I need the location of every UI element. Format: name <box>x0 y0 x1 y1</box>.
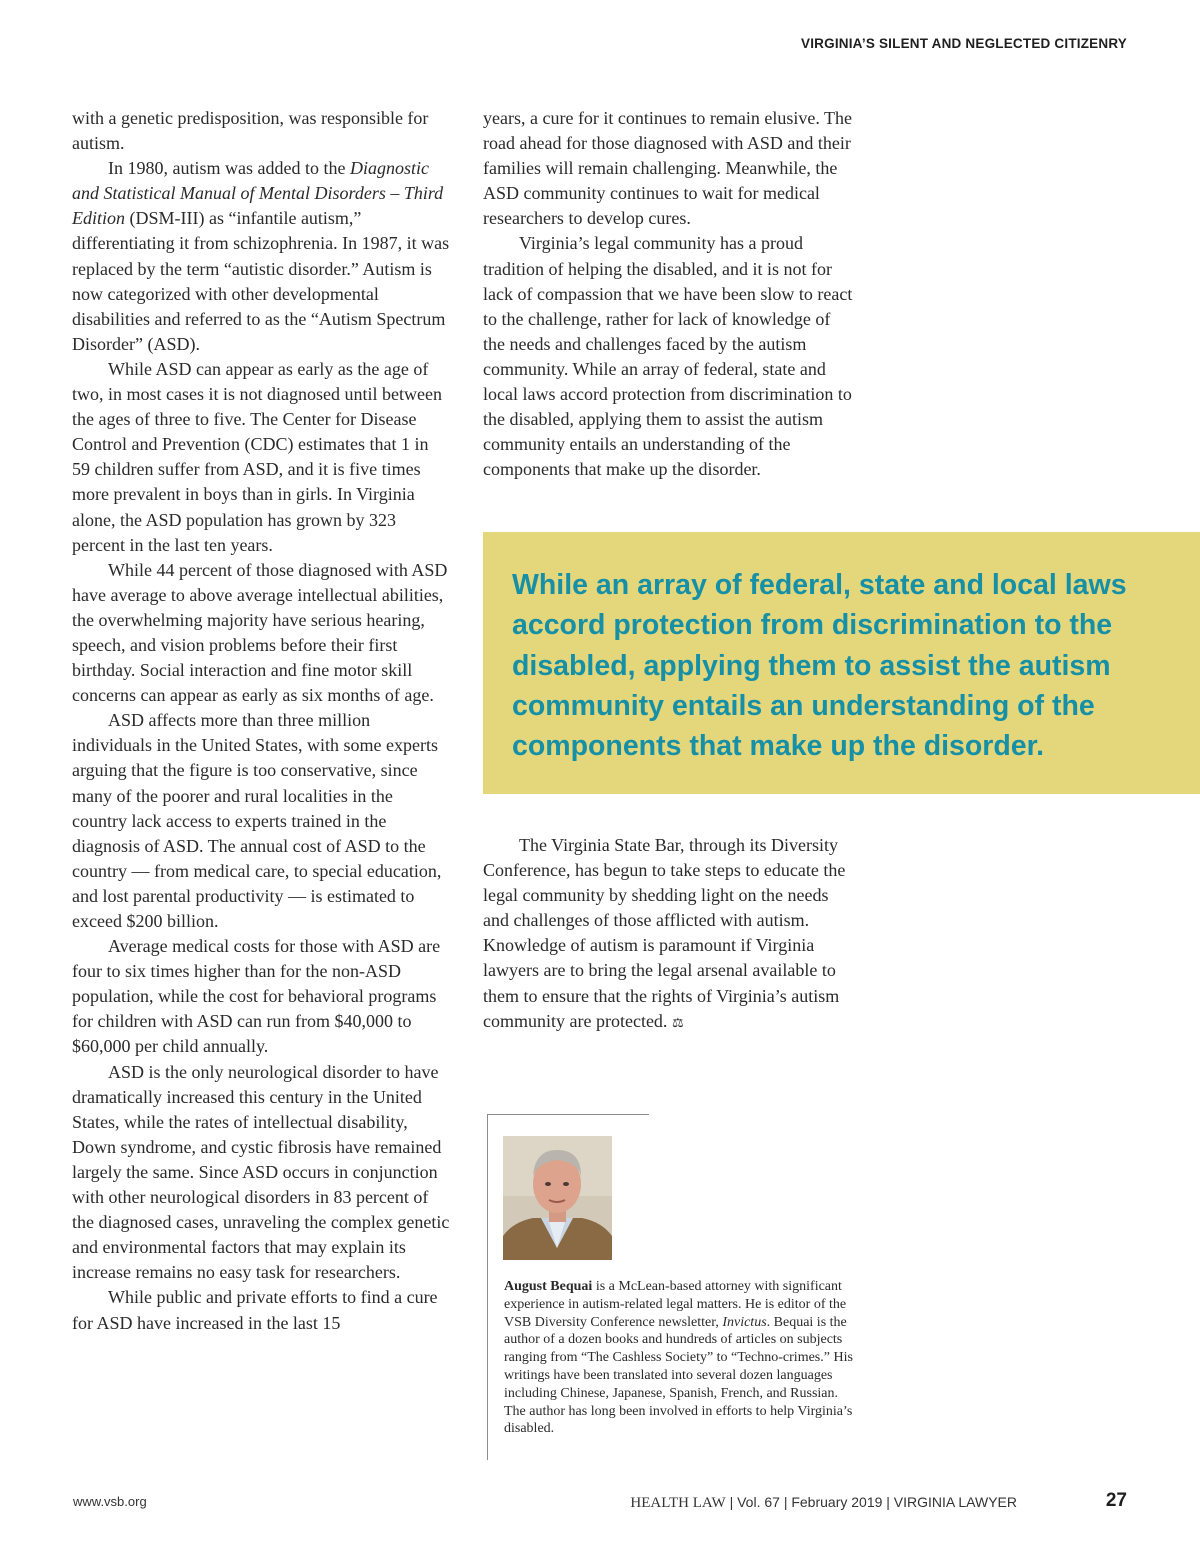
pullquote-box <box>483 532 1200 794</box>
footer-issue: Vol. 67 | February 2019 | VIRGINIA LAWYER <box>737 1494 1017 1510</box>
paragraph: Virginia’s legal community has a proud tradition of helping the disabled, and it is not for lack of compassion that we have been slow to react to the challenge, rather for lack of knowledge of the needs and challenges faced by the autism community. While an array of federal, state and local laws accord protection from discrimination to the disabled, applying them to assist the autism community entails an understanding of the components that make up the disorder. <box>483 233 853 480</box>
left-column <box>72 106 450 1336</box>
paragraph: While ASD can appear as early as the age of two, in most cases it is not diagnosed until between the ages of three to five. The Center for Disease Control and Prevention (CDC) estimates that 1 in 59 children suffer from ASD, and it is five times more prevalent in boys than in girls. In Virginia alone, the ASD population has grown by 323 percent in the last ten years. <box>72 358 442 555</box>
right-column-top <box>483 106 855 482</box>
text-span: The Virginia State Bar, through its Diversity Conference, has begun to take steps to educate the legal community by shedding light on the needs and challenges of those afflicted with autism. Knowledge of autism is paramount if Virginia lawyers are to bring the legal arsenal available to them to ensure that the rights of Virginia’s autism community are protected. <box>483 835 846 1031</box>
paragraph: ASD is the only neurological disorder to have dramatically increased this century in the United States, while the rates of intellectual disability, Down syndrome, and cystic fibrosis have remained largely the same. Since ASD occurs in conjunction with other neurological disorders in 83 percent of the diagnosed cases, unraveling the complex genetic and environmental factors that may explain its increase remains no easy task for researchers. <box>72 1061 450 1283</box>
paragraph: years, a cure for it continues to remain elusive. The road ahead for those diagnosed with ASD and their families will remain challenging. Meanwhile, the ASD community continues to wait for medical researchers to develop cures. <box>483 108 853 229</box>
paragraph: Average medical costs for those with ASD are four to six times higher than for the non-ASD population, while the cost for behavioral programs for children with ASD can run from $40,000 to $60,000 per child annually. <box>72 936 441 1057</box>
bio-divider <box>487 1114 649 1115</box>
paragraph: While 44 percent of those diagnosed with ASD have average to above average intellectual abilities, the overwhelming majority have serious hearing, speech, and vision problems before their first birthday. Social interaction and fine motor skill concerns can appear as early as six months of age. <box>72 559 448 706</box>
author-bio <box>504 1278 856 1438</box>
paragraph: While public and private efforts to find a cure for ASD have increased in the last 15 <box>72 1287 438 1333</box>
scales-end-icon: ⚖ <box>671 1015 684 1031</box>
text-span: is a McLean-based attorney with significant experience in autism-related legal matters. He is editor of the VSB Diversity Conference newsletter, <box>504 1279 847 1330</box>
paragraph: ASD affects more than three million individuals in the United States, with some experts arguing that the figure is too conservative, since many of the poorer and rural localities in the country lack access to experts trained in the diagnosis of ASD. The annual cost of ASD to the country — from medical care, to special education, and lost parental productivity — is estimated to exceed $200 billion. <box>72 710 442 931</box>
right-column-bottom <box>483 833 855 1036</box>
text-span: In 1980, autism was added to the <box>108 158 350 179</box>
text-span: (DSM-III) as “infantile autism,” differentiating it from schizophrenia. In 1987, it was replaced by the term “autistic disorder.” Autism is now categorized with other developmental disabilities and referred to as the “Autism Spectrum Disorder” (ASD). <box>72 208 450 354</box>
bio-divider-vertical <box>487 1114 488 1460</box>
page-number: 27 <box>1105 1490 1127 1511</box>
pullquote-text: While an array of federal, state and local laws accord protection from discrimination to the disabled, applying them to assist the autism community entails an understanding of the components that make up the disorder. <box>512 569 1127 763</box>
paragraph: with a genetic predisposition, was responsible for autism. <box>72 108 429 154</box>
text-span: . Bequai is the author of a dozen books and hundreds of articles on subjects ranging from “The Cashless Society” to “Techno-crimes.” His writings have been translated into several dozen languages including Chinese, Japanese, Spanish, French, and Russian. The author has long been involved in efforts to help Virginia’s disabled. <box>504 1314 853 1437</box>
footer-website: www.vsb.org <box>73 1494 147 1509</box>
running-head: VIRGINIA’S SILENT AND NEGLECTED CITIZENRY <box>801 36 1127 51</box>
paragraph <box>483 833 855 1036</box>
newsletter-title: Invictus <box>722 1314 767 1330</box>
author-portrait-icon <box>503 1136 612 1260</box>
author-name: August Bequai <box>504 1279 593 1294</box>
author-photo <box>503 1136 612 1260</box>
bio-text <box>504 1278 856 1438</box>
italic-title: Diagnostic and Statistical Manual of Mental Disorders – Third Edition <box>72 158 444 229</box>
footer-publication: HEALTH LAW | Vol. 67 | February 2019 | VIRGINIA LAWYER <box>630 1494 1017 1511</box>
paragraph <box>72 156 450 357</box>
footer-section: HEALTH LAW <box>630 1495 726 1511</box>
